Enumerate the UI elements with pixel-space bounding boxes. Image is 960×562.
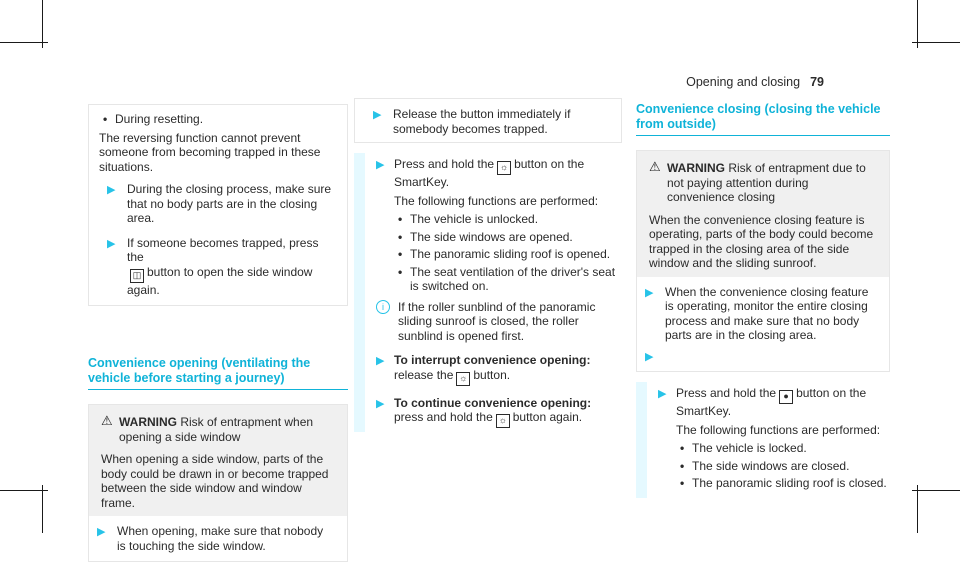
crop-mark — [917, 0, 918, 48]
lock-key-icon: ● — [779, 390, 793, 404]
list-item: • The seat ventilation of the driver's seat is switched on. — [394, 265, 622, 294]
column-3 — [636, 102, 890, 498]
list-item: • The panoramic sliding roof is opened. — [394, 247, 622, 262]
step-text: When the convenience closing feature is operating, monitor the entire closing process and make sure that no body parts are in the closing area. — [665, 284, 869, 342]
warning-box — [88, 404, 348, 562]
crop-mark — [912, 42, 960, 43]
page-header — [686, 75, 824, 90]
column-1 — [88, 104, 348, 562]
paragraph: The following functions are performed: — [394, 193, 599, 208]
side-window-icon: ◫ — [130, 269, 144, 283]
step-arrow-icon: ▶ — [376, 159, 385, 171]
step-text: button. — [473, 367, 511, 382]
step-text: Press and hold the — [676, 386, 777, 400]
step-arrow-icon: ▶ — [97, 526, 106, 538]
list-item: • The vehicle is locked. — [676, 441, 890, 456]
step-arrow-icon: ▶ — [376, 397, 385, 410]
step-arrow-icon: ▶ — [107, 237, 116, 250]
step-text: If someone becomes trapped, press the — [127, 235, 319, 264]
paragraph: The following functions are performed: — [676, 422, 881, 437]
section-title: Convenience closing (closing the vehicle from outside) — [636, 102, 890, 136]
unlock-key-icon: ☼ — [456, 372, 470, 386]
column-2 — [354, 98, 622, 432]
step-arrow-icon: ▶ — [107, 184, 116, 196]
warning-header — [89, 405, 347, 448]
unlock-key-icon: ☼ — [497, 161, 511, 175]
step-arrow-icon: ▶ — [373, 109, 382, 121]
step-text: button on the SmartKey. — [676, 386, 867, 418]
info-icon: i — [376, 300, 390, 314]
warning-text: Risk of entrapment when opening a side window — [119, 415, 314, 444]
step-arrow-icon: ▶ — [658, 388, 667, 400]
warning-body — [637, 209, 889, 277]
step-label: To interrupt convenience opening: — [394, 353, 591, 367]
instruction-step — [637, 277, 889, 347]
crop-mark — [917, 485, 918, 533]
list-item: • The vehicle is unlocked. — [394, 212, 622, 227]
crop-mark — [42, 485, 43, 533]
instruction-step — [99, 182, 337, 226]
step-text: button again. — [512, 410, 583, 424]
info-text: If the roller sunblind of the panoramic sliding sunroof is closed, the roller sunblind is opened first. — [398, 299, 596, 343]
list-item: • The side windows are closed. — [676, 459, 890, 474]
page-number: 79 — [810, 75, 824, 89]
list-item: • The side windows are opened. — [394, 230, 622, 245]
paragraph: The reversing function cannot prevent someone from becoming trapped in these situations. — [99, 130, 321, 174]
warning-label: WARNING — [119, 415, 177, 429]
info-note — [372, 300, 622, 344]
continued-panel — [354, 98, 622, 143]
step-label: To continue convenience opening: — [394, 395, 592, 410]
warning-triangle-icon: ⚠ — [101, 413, 113, 428]
step-text: button on the SmartKey. — [394, 157, 585, 189]
step-text: Press and hold the — [394, 157, 495, 171]
instruction-step — [99, 236, 337, 298]
warning-body-text: When opening a side window, parts of the body could be drawn in or become trapped between the side window and window frame. — [101, 452, 329, 510]
step-text: button to open the side window again. — [127, 264, 313, 297]
step-text: release the — [394, 367, 454, 382]
warning-text: Risk of entrapment due to not paying attention during convenience closing — [667, 161, 866, 204]
step-block — [636, 382, 890, 498]
crop-mark — [0, 42, 48, 43]
crop-mark — [912, 490, 960, 491]
step-arrow-icon: ▶ — [645, 286, 654, 299]
instruction-step — [372, 353, 622, 386]
step-arrow-icon: ▶ — [645, 350, 654, 363]
warning-body — [89, 448, 347, 516]
warning-box — [636, 150, 890, 372]
step-text: During the closing process, make sure that no body parts are in the closing area. — [127, 182, 332, 225]
list-item: • During resetting. — [99, 112, 337, 127]
instruction-step — [89, 516, 347, 561]
step-text: press and hold the — [394, 410, 493, 424]
crop-mark — [42, 0, 43, 48]
list-item: • The panoramic sliding roof is closed. — [676, 476, 890, 491]
step-bar — [354, 153, 365, 432]
instruction-step — [372, 396, 622, 433]
instruction-step — [365, 107, 611, 136]
warning-label: WARNING — [667, 161, 725, 175]
section-title: Convenience opening (ventilating the vehicle before starting a journey) — [88, 356, 348, 390]
step-text: When opening, make sure that nobody is touching the side window. — [117, 524, 324, 553]
continued-panel — [88, 104, 348, 306]
step-block — [354, 153, 622, 432]
header-title: Opening and closing — [686, 75, 801, 89]
warning-body-text: When the convenience closing feature is operating, parts of the body could become trapped in the closing area of the side window and the sliding sunroof. — [649, 212, 874, 270]
instruction-step — [654, 386, 890, 491]
step-bar — [636, 382, 647, 498]
warning-header — [637, 151, 889, 209]
step-text: Release the button immediately if somebody becomes trapped. — [393, 107, 571, 136]
crop-mark — [0, 490, 48, 491]
warning-triangle-icon: ⚠ — [649, 159, 661, 174]
step-arrow-icon: ▶ — [376, 355, 385, 367]
instruction-step — [372, 157, 622, 294]
instruction-step — [637, 347, 889, 372]
unlock-key-icon: ☼ — [496, 414, 510, 428]
